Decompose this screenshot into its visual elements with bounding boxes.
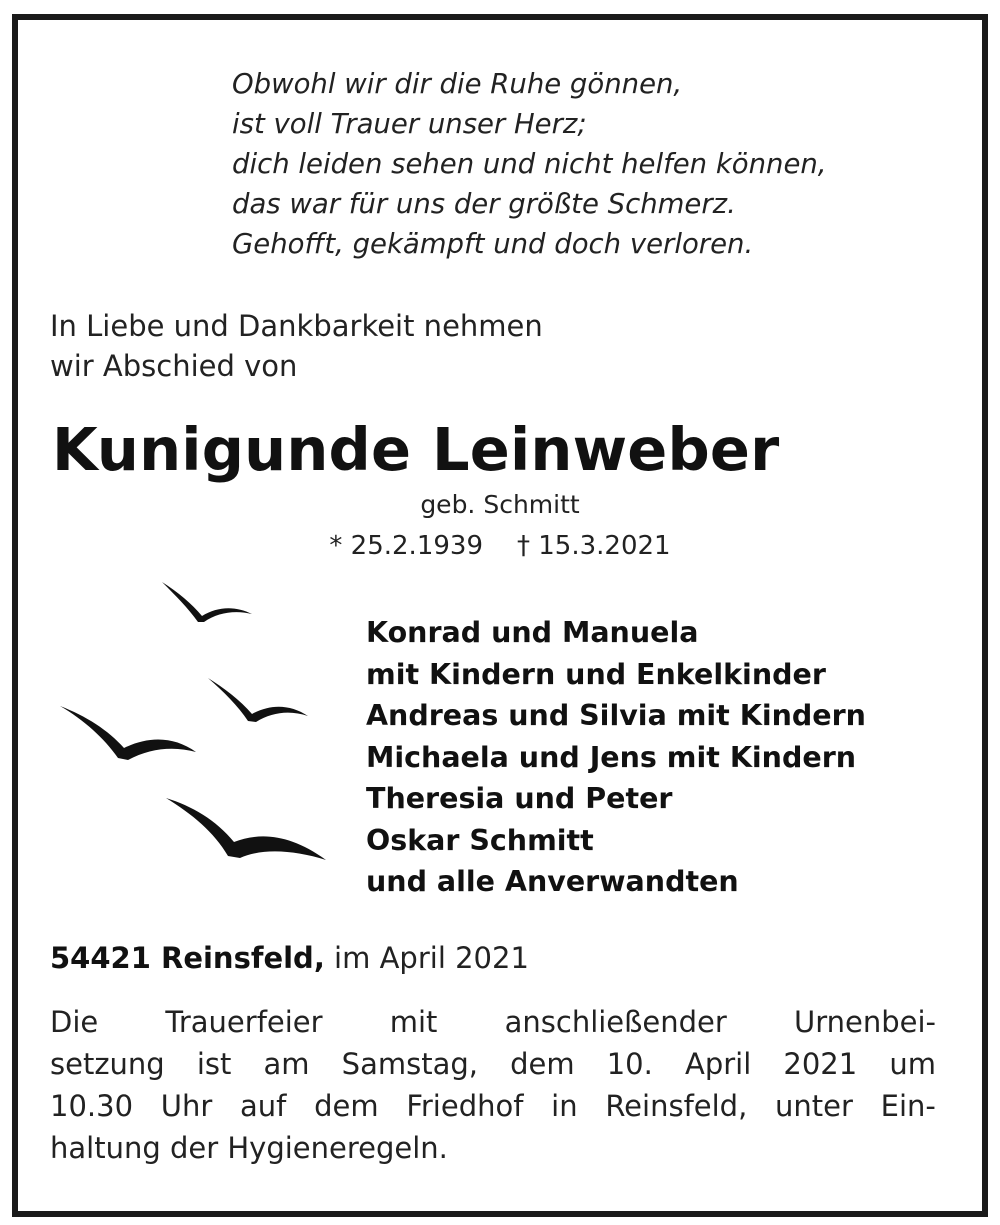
poem-line: Obwohl wir dir die Ruhe gönnen, <box>232 68 683 100</box>
family-line: mit Kindern und Enkelkinder <box>366 657 826 691</box>
bird-icon <box>208 678 308 722</box>
notice-word: setzung <box>50 1047 165 1081</box>
family-line: Theresia und Peter <box>366 782 673 815</box>
notice-line <box>50 1001 936 1043</box>
place-date <box>50 936 950 980</box>
notice-word: April <box>684 1047 752 1081</box>
notice-word: Die <box>50 1005 99 1039</box>
notice-word: anschließender <box>504 1005 727 1039</box>
notice-word: dem <box>314 1089 379 1123</box>
bird-icon <box>166 798 326 860</box>
notice-word: 2021 <box>783 1047 858 1081</box>
funeral-notice <box>50 1001 936 1169</box>
family-line: Konrad und Manuela <box>366 616 699 649</box>
notice-word: haltung der Hygieneregeln. <box>50 1131 448 1165</box>
notice-word: Uhr <box>160 1089 213 1123</box>
family-list <box>366 612 986 903</box>
notice-line <box>50 1043 936 1085</box>
notice-word: Samstag, <box>341 1047 478 1081</box>
notice-word: Ein- <box>880 1089 936 1123</box>
poem-line: Gehofft, gekämpft und doch verloren. <box>232 228 754 260</box>
notice-word: Friedhof <box>406 1089 524 1123</box>
poem-line: dich leiden sehen und nicht helfen können, <box>232 148 827 180</box>
notice-line <box>50 1127 936 1169</box>
notice-word: Urnenbei- <box>793 1005 936 1039</box>
place-month: im April 2021 <box>324 941 529 975</box>
notice-word: auf <box>240 1089 287 1123</box>
life-dates <box>0 528 1000 564</box>
notice-word: ist <box>196 1047 232 1081</box>
poem <box>232 64 952 264</box>
notice-word: in <box>551 1089 578 1123</box>
family-line: Michaela und Jens mit Kindern <box>366 740 857 774</box>
notice-word: 10. <box>606 1047 653 1081</box>
notice-line <box>50 1085 936 1127</box>
intro-text <box>50 306 770 386</box>
bird-icon <box>162 582 252 622</box>
poem-line: das war für uns der größte Schmerz. <box>232 188 736 220</box>
intro-line: In Liebe und Dankbarkeit nehmen <box>50 309 543 343</box>
intro-line: wir Abschied von <box>50 349 298 383</box>
notice-word: am <box>263 1047 310 1081</box>
place-location: 54421 Reinsfeld, <box>50 941 325 975</box>
notice-word: unter <box>775 1089 853 1123</box>
family-line: Oskar Schmitt <box>366 823 594 857</box>
family-line: und alle Anverwandten <box>366 865 739 898</box>
notice-word: Reinsfeld, <box>605 1089 748 1123</box>
notice-word: 10.30 <box>50 1089 134 1123</box>
flying-birds-icon <box>50 570 350 880</box>
deceased-name: Kunigunde Leinweber <box>52 415 780 484</box>
notice-word: Trauerfeier <box>165 1005 323 1039</box>
bird-icon <box>60 706 196 760</box>
notice-word: dem <box>510 1047 575 1081</box>
death-date: † 15.3.2021 <box>517 531 671 561</box>
notice-word: um <box>889 1047 936 1081</box>
birth-date: * 25.2.1939 <box>329 531 483 561</box>
poem-line: ist voll Trauer unser Herz; <box>232 108 587 140</box>
birth-name: geb. Schmitt <box>420 490 580 519</box>
family-line: Andreas und Silvia mit Kindern <box>366 699 866 732</box>
notice-word: mit <box>389 1005 438 1039</box>
